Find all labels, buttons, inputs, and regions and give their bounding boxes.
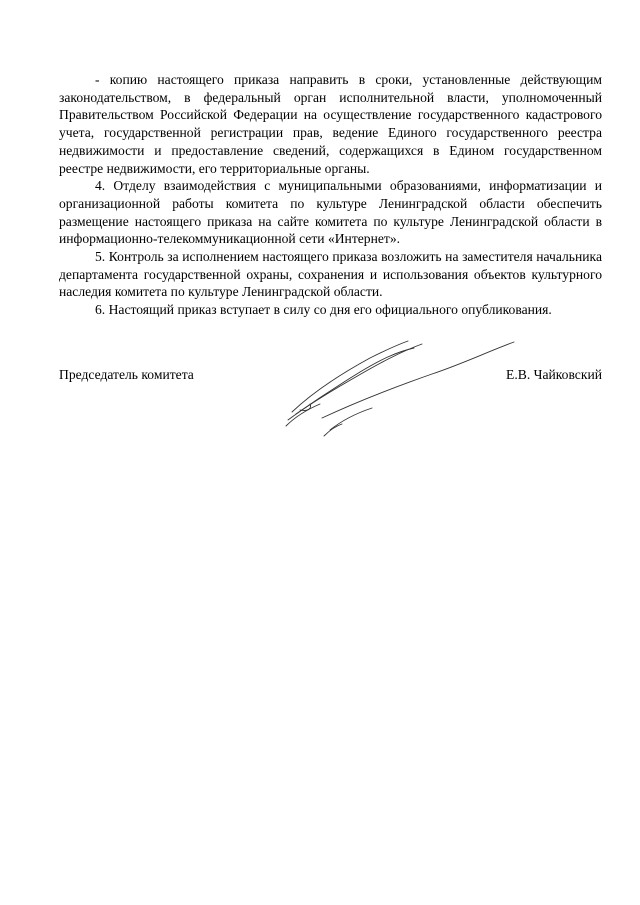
signatory-title: Председатель комитета [59,367,194,382]
paragraph-copy-order: - копию настоящего приказа направить в сроки, установленные действующим законодательством, в федеральный орган исполнительной власти, уполномоченный Правительством Российской Федерации на осуществление государственного кадастрового учета, государственной регистрации прав, ведение Единого государственного реестра недвижимости и предоставление сведений, содержащихся в Едином государственном реестре недвижимости, его территориальные органы. [59,72,602,176]
paragraph-item-6: 6. Настоящий приказ вступает в силу со дня его официального опубликования. [95,302,552,318]
paragraph-item-4: 4. Отделу взаимодействия с муниципальными образованиями, информатизации и организационной работы комитета по культуре Ленинградской области обеспечить размещение настоящего приказа на сайте комитета по культуре Ленинградской области в информационно-телекоммуникационной сети «Интернет». [59,178,602,247]
paragraph-item-5: 5. Контроль за исполнением настоящего приказа возложить на заместителя начальника департамента государственной охраны, сохранения и использования объектов культурного наследия комитета по культуре Ленинградской области. [59,249,602,300]
document-body [59,71,602,319]
handwritten-signature [282,338,522,438]
signatory-name: Е.В. Чайковский [506,367,602,382]
